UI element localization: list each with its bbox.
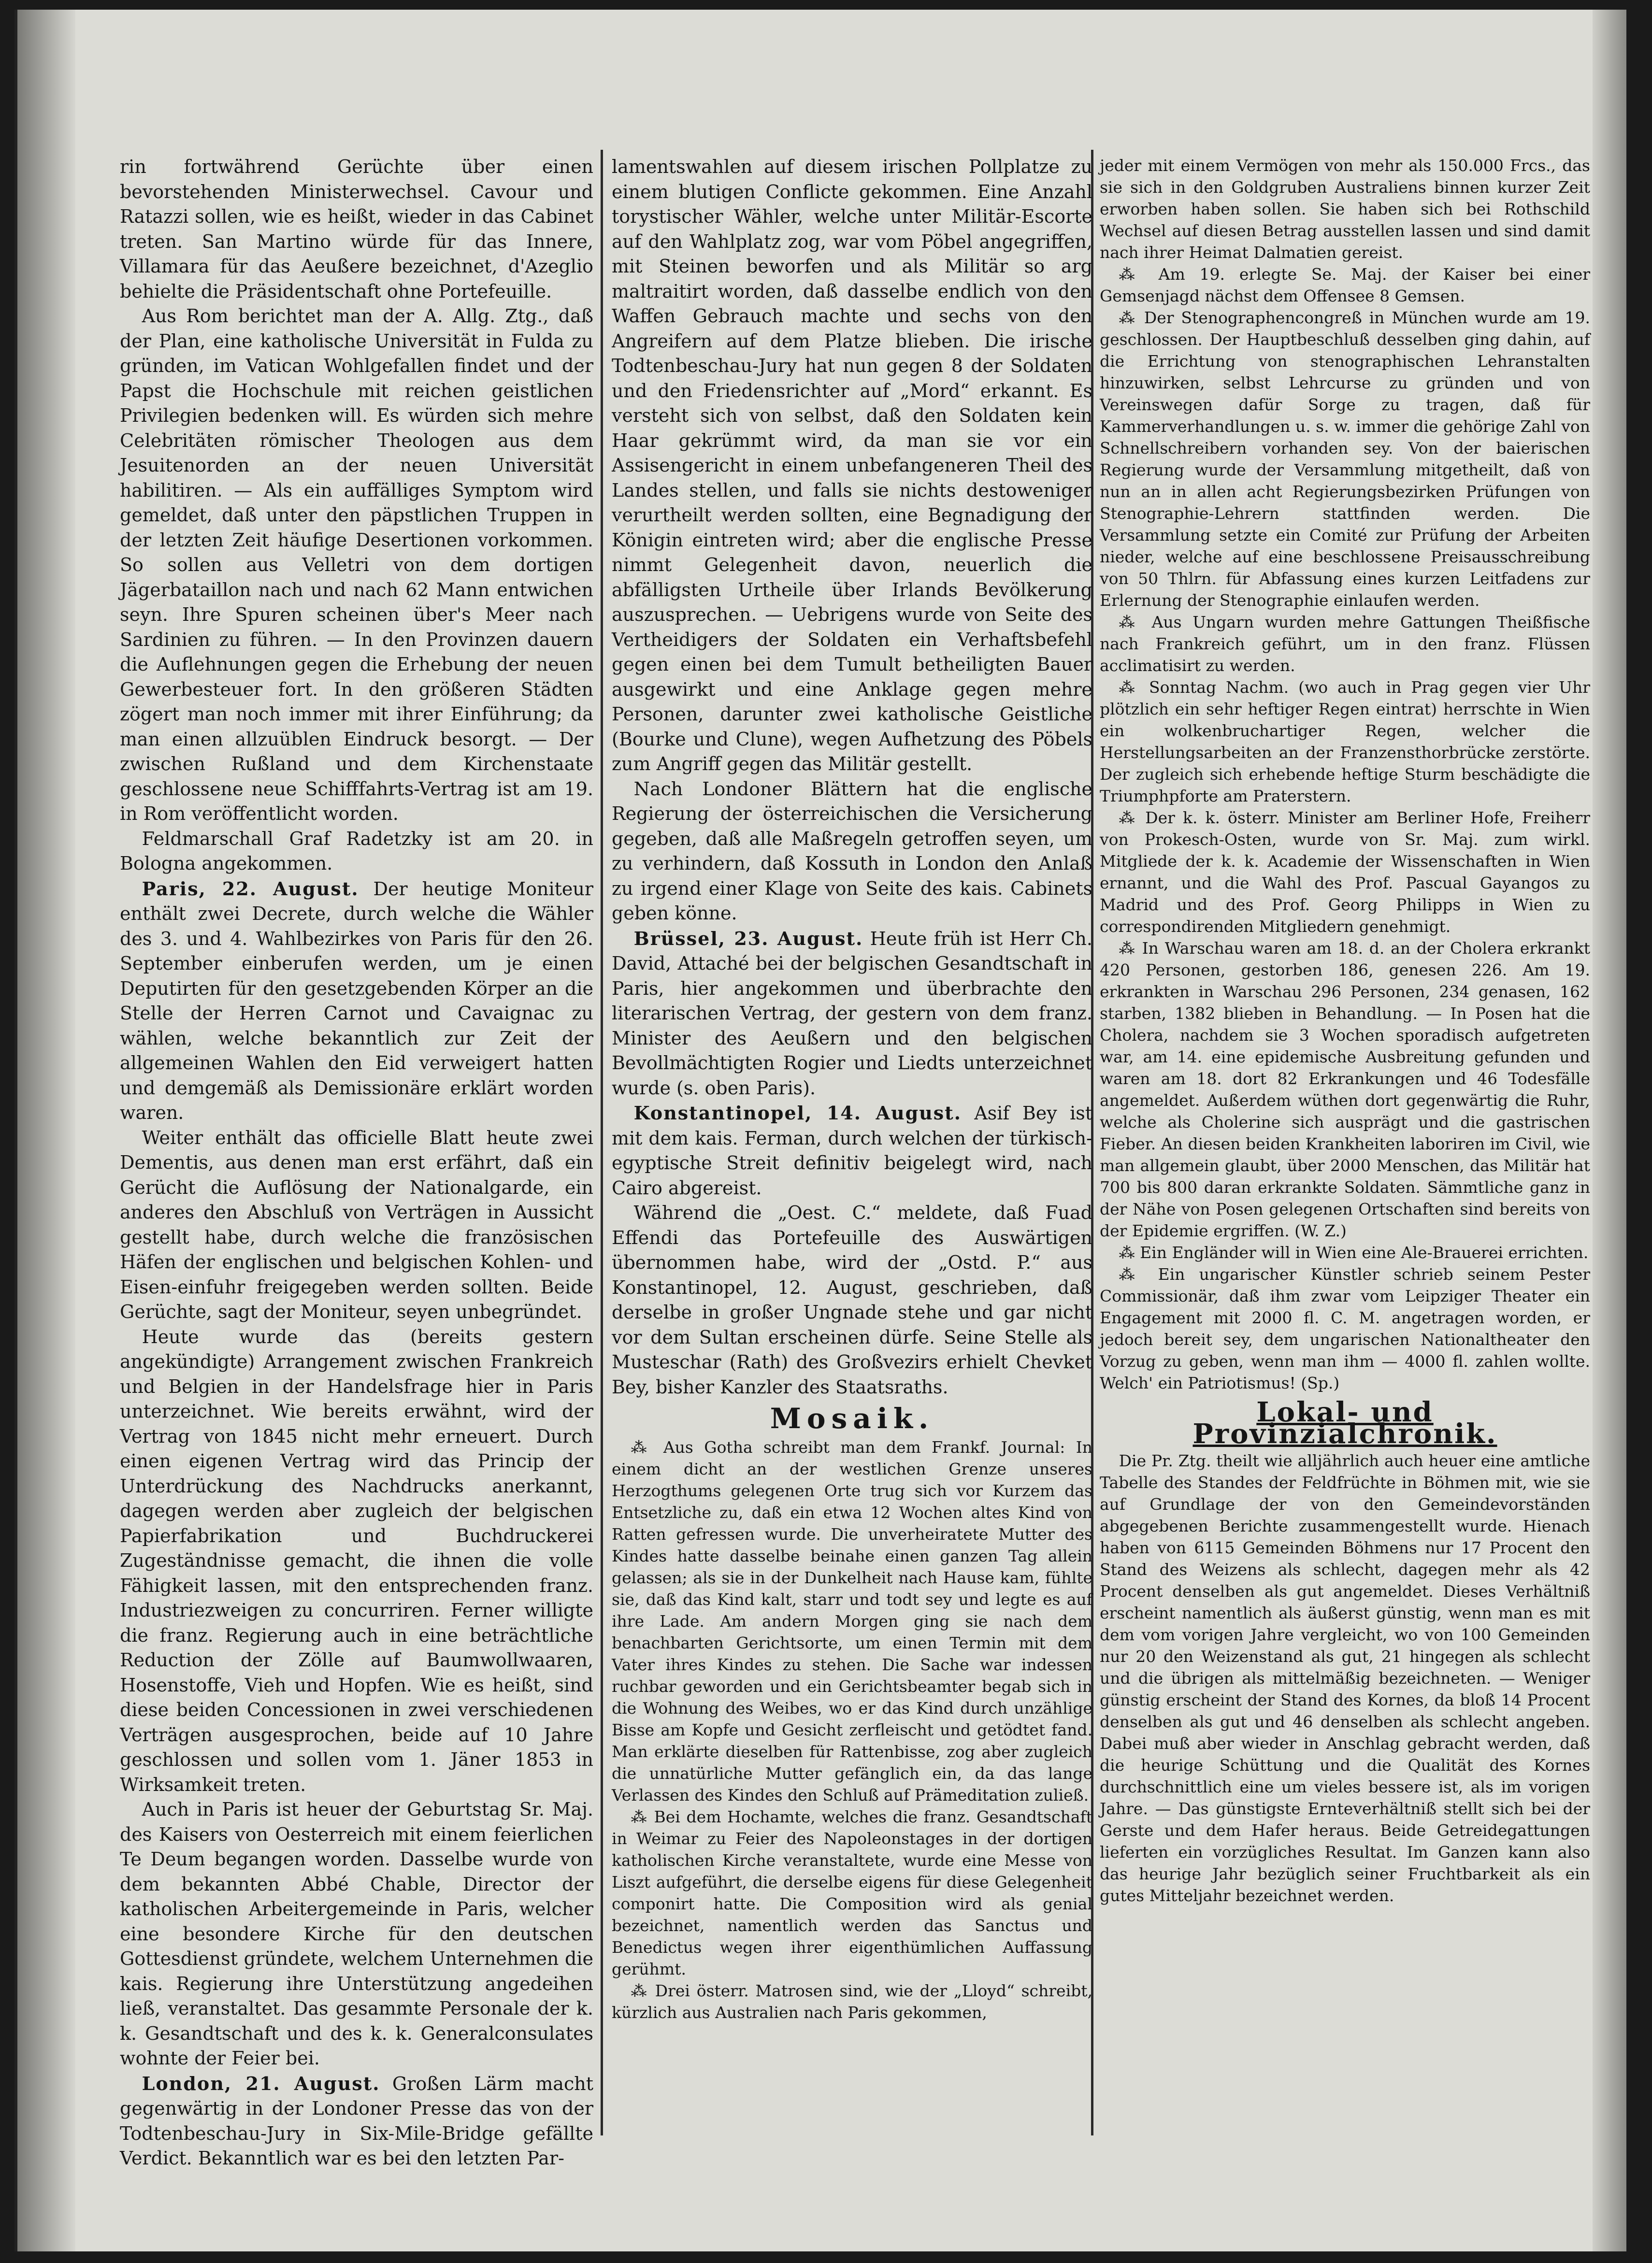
column-1 [120,155,594,2169]
mosaik-item: ⁂ Aus Gotha schreibt man dem Frankf. Journal: In einem dicht an der westlichen Grenze unseres Herzogthums gelegenen Orte trug sich vor Kurzem das Entsetzliche zu, daß ein etwa 12 Wochen altes Kind von Ratten gefressen wurde. Die unverheiratete Mutter des Kindes hatte dasselbe beinahe einen ganzen Tag allein gelassen; als sie in der Dunkelheit nach Hause kam, fühlte sie, daß das Kind kalt, starr und todt sey und legte es auf ihre Lade. Am andern Morgen ging sie nach dem benachbarten Gerichtsorte, um einen Termin mit dem Vater ihres Kindes zu stehen. Die Sache war indessen ruchbar geworden und ein Gerichtsbeamter begab sich in die Wohnung des Weibes, wo er das Kind durch unzählige Bisse am Kopfe und Gesicht zerfleischt und getödtet fand. Man erklärte dieselben für Rattenbisse, zog aber zugleich die unnatürliche Mutter gefänglich ein, da das lange Verlassen des Kindes den Schluß auf Prämeditation zuließ. [612,1437,1092,1805]
article-paragraph: Nach Londoner Blättern hat die englische Regierung der österreichischen die Versicherung gegeben, daß alle Maßregeln getroffen seyen, um zu verhindern, daß Kossuth in London den Anlaß zu irgend einer Klage von Seite des kais. Cabinets geben könne. [612,778,1092,924]
page-gutter-shadow [17,10,75,2251]
mosaik-item: ⁂ Bei dem Hochamte, welches die franz. Gesandtschaft in Weimar zu Feier des Napoleonstages in der dortigen katholischen Kirche veranstaltete, wurde eine Messe von Liszt aufgeführt, die derselbe eigens für diese Gelegenheit componirt hatte. Die Composition wird als genial bezeichnet, namentlich werden das Sanctus und Benedictus wegen ihrer eigenthümlichen Auffassung gerühmt. [612,1807,1092,1978]
dateline-konstantinopel: Konstantinopel, 14. August. [633,1102,962,1124]
article-paragraph: Während die „Oest. C.“ meldete, daß Fuad Effendi das Portefeuille des Auswärtigen übernommen habe, wird der „Ostd. P.“ aus Konstantinopel, 12. August, geschrieben, daß derselbe in großer Ungnade stehe und gar nicht vor dem Sultan erscheinen dürfe. Seine Stelle als Musteschar (Rath) des Großvezirs erhielt Chevket Bey, bisher Kanzler des Staatsraths. [612,1202,1092,1398]
dateline-bruessel: Brüssel, 23. August. [633,927,863,949]
article-paragraph: rin fortwährend Gerüchte über einen bevorstehenden Ministerwechsel. Cavour und Ratazzi sollen, wie es heißt, wieder in das Cabinet treten. San Martino würde für das Innere, Villamara für das Aeußere bezeichnet, d'Azeglio behielte die Präsidentschaft ohne Portefeuille. [120,156,593,302]
column-2 [612,155,1092,2155]
column-3 [1100,155,1590,2155]
newspaper-page [14,10,1626,2251]
mosaik-item: ⁂ In Warschau waren am 18. d. an der Cholera erkrankt 420 Personen, gestorben 186, genesen 226. Am 19. erkrankten in Warschau 296 Personen, 234 genasen, 162 starben, 1382 blieben in Behandlung. — In Posen hat die Cholera, nachdem sie 3 Wochen sporadisch aufgetreten war, am 14. eine epidemische Ausbreitung gefunden und waren am 18. dort 82 Erkrankungen und 46 Todesfälle angemeldet. Außerdem wüthen dort gegenwärtig die Ruhr, welche als Cholerine sich ausprägt und die gastrischen Fieber. An diesen beiden Krankheiten laboriren im Civil, wie man allgemein glaubt, über 2000 Menschen, das Militär hat 700 bis 800 daran erkrankte Soldaten. Sämmtliche ganz in der Nähe von Posen gelegenen Ortschaften sind bereits von der Epidemie ergriffen. (W. Z.) [1100,939,1590,1240]
mosaik-item: ⁂ Drei österr. Matrosen sind, wie der „Lloyd“ schreibt, kürzlich aus Australien nach Paris gekommen, [612,1981,1092,2022]
article-paragraph: lamentswahlen auf diesem irischen Pollplatze zu einem blutigen Conflicte gekommen. Eine Anzahl torystischer Wähler, welche unter Militär-Escorte auf den Wahlplatz zog, war vom Pöbel angegriffen, mit Steinen beworfen und als Militär so arg maltraitirt worden, daß dasselbe endlich von den Waffen Gebrauch machte und sechs von den Angreifern auf dem Platze blieben. Die irische Todtenbeschau-Jury hat nun gegen 8 der Soldaten und den Friedensrichter auf „Mord“ erkannt. Es versteht sich von selbst, daß den Soldaten kein Haar gekrümmt wird, da man sie vor ein Assisengericht in einem unbefangeneren Theil des Landes stellen, und falls sie nichts destoweniger verurtheilt werden sollten, eine Begnadigung der Königin eintreten wird; aber die englische Presse nimmt Gelegenheit davon, neuerlich die abfälligsten Urtheile über Irlands Bevölkerung auszusprechen. — Uebrigens wurde von Seite des Vertheidigers der Soldaten ein Verhaftsbefehl gegen einen bei dem Tumult betheiligten Bauer ausgewirkt und eine Anklage gegen mehre Personen, darunter zwei katholische Geistliche (Bourke und Clune), wegen Aufhetzung des Pöbels zum Angriff gegen das Militär gestellt. [612,156,1092,774]
mosaik-item: ⁂ Ein ungarischer Künstler schrieb seinem Pester Commissionär, daß ihm zwar vom Leipziger Theater ein Engagement mit 2000 fl. C. M. angetragen worden, er jedoch bereit sey, dem ungarischen Nationaltheater den Vorzug zu geben, wenn man ihm — 4000 fl. zahlen wollte. Welch' ein Patriotismus! (Sp.) [1100,1265,1590,1392]
mosaik-item: ⁂ Der Stenographencongreß in München wurde am 19. geschlossen. Der Hauptbeschluß desselben ging dahin, auf die Errichtung von stenographischen Lehranstalten hinzuwirken, selbst Lehrcurse zu gründen und von Vereinswegen dafür Sorge zu tragen, daß für Kammerverhandlungen u. s. w. immer die gehörige Zahl von Schnellschreibern vorhanden sey. Von der baierischen Regierung wurde der Versammlung mitgetheilt, daß von nun an in allen acht Regierungsbezirken Prüfungen von Stenographie-Lehrern stattfinden werden. Die Versammlung setzte ein Comité zur Prüfung der Arbeiten nieder, welche auf eine beschlossene Preisausschreibung von 50 Thlrn. für Abfassung eines kurzen Leitfadens zur Erlernung der Stenographie einlaufen werden. [1100,308,1590,610]
section-heading-mosaik: Mosaik. [770,1402,934,1435]
mosaik-item: jeder mit einem Vermögen von mehr als 150.000 Frcs., das sie sich in den Goldgruben Australiens binnen kurzer Zeit erworben haben sollen. Sie haben sich bei Rothschild Wechsel auf diesen Betrag ausstellen lassen und sind damit nach ihrer Heimat Dalmatien gereist. [1100,156,1590,262]
article-paragraph: Feldmarschall Graf Radetzky ist am 20. in Bologna angekommen. [120,828,593,874]
page-edge-shadow [1593,10,1626,2251]
article-paragraph: Weiter enthält das officielle Blatt heute zwei Dementis, aus denen man erst erfährt, daß ein Gerücht die Auflösung der Nationalgarde, ein anderes den Abschluß von Verträgen in Aussicht gestellt habe, durch welche die französischen Häfen der englischen und belgischen Kohlen- und Eisen-einfuhr freigegeben werden sollten. Beide Gerüchte, sagt der Moniteur, seyen unbegründet. [120,1127,593,1322]
chronik-paragraph: Die Pr. Ztg. theilt wie alljährlich auch heuer eine amtliche Tabelle des Standes der Feldfrüchte in Böhmen mit, wie sie auf Grundlage der von den Gemeindevorständen abgegebenen Berichte zusammengestellt wurde. Hienach haben von 6115 Gemeinden Böhmens nur 17 Procent den Stand des Weizens als schlecht, dagegen mehr als 42 Procent denselben als gut angemeldet. Dieses Verhältniß erscheint namentlich als äußerst günstig, wenn man es mit dem vom vorigen Jahre vergleicht, wo von 100 Gemeinden nur 20 den Weizenstand als gut, 21 hingegen als schlecht und die übrigen als mittelmäßig bezeichneten. — Weniger günstig erscheint der Stand des Kornes, da bloß 14 Procent denselben als gut und 46 denselben als schlecht angeben. Dabei muß aber wieder in Anschlag gebracht werden, daß die heurige Schüttung und die Qualität des Kornes durchschnittlich eine um vieles bessere ist, als im vorigen Jahre. — Das günstigste Ernteverhältniß stellt sich bei der Gerste und dem Hafer heraus. Beide Getreidegattungen lieferten ein vorzügliches Resultat. Im Ganzen kann also das heurige Jahr bezüglich seiner Fruchtbarkeit als ein gutes Mitteljahr bezeichnet werden. [1100,1451,1590,1905]
dateline-paris: Paris, 22. August. [142,877,359,900]
article-paragraph: Der heutige Moniteur enthält zwei Decrete, durch welche die Wähler des 3. und 4. Wahlbezirkes von Paris für den 26. September einberufen werden, um je einen Deputirten für den gesetzgebenden Körper an die Stelle der Herren Carnot und Cavaignac zu wählen, welche bekanntlich zur Zeit der allgemeinen Wahlen den Eid verweigert hatten und demgemäß als Demissionäre erklärt worden waren. [120,878,594,1123]
mosaik-item: ⁂ Ein Engländer will in Wien eine Ale-Brauerei errichten. [1119,1243,1589,1262]
article-paragraph: Heute früh ist Herr Ch. David, Attaché bei der belgischen Gesandtschaft in Paris, hier angekommen und überbrachte den literarischen Vertrag, der gestern von dem franz. Minister des Aeußern und den belgischen Bevollmächtigten Rogier und Liedts unterzeichnet wurde (s. oben Paris). [612,928,1092,1099]
article-paragraph: Asif Bey ist mit dem kais. Ferman, durch welchen der türkisch-egyptische Streit definitiv beigelegt wird, nach Cairo abgereist. [612,1103,1092,1199]
article-paragraph: Großen Lärm macht gegenwärtig in der Londoner Presse das von der Todtenbeschau-Jury in Six-Mile-Bridge gefällte Verdict. Bekanntlich war es bei den letzten Par- [120,2073,593,2169]
mosaik-item: ⁂ Aus Ungarn wurden mehre Gattungen Theißfische nach Frankreich geführt, um in den franz. Flüssen acclimatisirt zu werden. [1100,613,1590,675]
section-heading-chronik: Lokal- und Provinzialchronik. [1192,1396,1497,1450]
article-paragraph: Auch in Paris ist heuer der Geburtstag Sr. Maj. des Kaisers von Oesterreich mit einem feierlichen Te Deum begangen worden. Dasselbe wurde von dem bekannten Abbé Chable, Director der katholischen Arbeitergemeinde in Paris, welcher eine besondere Kirche für den deutschen Gottesdienst gründete, welchem Unternehmen die kais. Regierung ihre Unterstützung angedeihen ließ, veranstaltet. Das gesammte Personale der k. k. Gesandtschaft und des k. k. Generalconsulates wohnte der Feier bei. [120,1799,593,2069]
mosaik-item: ⁂ Der k. k. österr. Minister am Berliner Hofe, Freiherr von Prokesch-Osten, wurde von Sr. Maj. zum wirkl. Mitgliede der k. k. Academie der Wissenschaften in Wien ernannt, und die Wahl des Prof. Pascual Gayangos zu Madrid und des Prof. Georg Philipps in Wien zu correspondirenden Mitgliedern genehmigt. [1100,808,1590,936]
mosaik-item: ⁂ Sonntag Nachm. (wo auch in Prag gegen vier Uhr plötzlich ein sehr heftiger Regen eintrat) herrschte in Wien ein wolkenbruchartiger Regen, welcher die Herstellungsarbeiten an der Franzensthorbrücke zerstörte. Der zugleich sich erhebende heftige Sturm beschädigte die Triumphpforte am Praterstern. [1100,678,1590,805]
mosaik-item: ⁂ Am 19. erlegte Se. Maj. der Kaiser bei einer Gemsenjagd nächst dem Offensee 8 Gemsen. [1100,265,1590,305]
dateline-london: London, 21. August. [142,2072,380,2094]
column-rule [601,150,603,2135]
article-paragraph: Aus Rom berichtet man der A. Allg. Ztg., daß der Plan, eine katholische Universität in Fulda zu gründen, im Vatican Wohlgefallen findet und der Papst die Hochschule mit reichen geistlichen Privilegien bedenken will. Es würden sich mehre Celebritäten römischer Theologen aus dem Jesuitenorden an der neuen Universität habilitiren. — Als ein auffälliges Symptom wird gemeldet, daß unter den päpstlichen Truppen in der letzten Zeit häufige Desertionen vorkommen. So sollen aus Velletri von dem dortigen Jägerbataillon nach und nach 62 Mann entwichen seyn. Ihre Spuren scheinen über's Meer nach Sardinien zu führen. — In den Provinzen dauern die Auflehnungen gegen die Erhebung der neuen Gewerbesteuer fort. In den größeren Städten zögert man noch immer mit ihrer Einführung; da man einen allzuüblen Eindruck besorgt. — Der zwischen Rußland und dem Kirchenstaate geschlossene neue Schifffahrts-Vertrag ist am 19. in Rom veröffentlicht worden. [120,305,593,824]
article-paragraph: Heute wurde das (bereits gestern angekündigte) Arrangement zwischen Frankreich und Belgien in der Handelsfrage hier in Paris unterzeichnet. Wie bereits erwähnt, wird der Vertrag von 1845 nicht mehr erneuert. Durch einen eigenen Vertrag wird das Princip der Unterdrückung des Nachdrucks anerkannt, dagegen werden aber zugleich der belgischen Papierfabrikation und Buchdruckerei Zugeständnisse gemacht, die ihnen die volle Fähigkeit lassen, mit den entsprechenden franz. Industriezweigen zu concurriren. Ferner willigte die franz. Regierung auch in eine beträchtliche Reduction der Zölle auf Baumwollwaaren, Hosenstoffe, Vieh und Hopfen. Wie es heißt, sind diese beiden Concessionen in zwei verschiedenen Verträgen ausgesprochen, beide auf 10 Jahre geschlossen und sollen vom 1. Jäner 1853 in Wirksamkeit treten. [120,1326,593,1795]
